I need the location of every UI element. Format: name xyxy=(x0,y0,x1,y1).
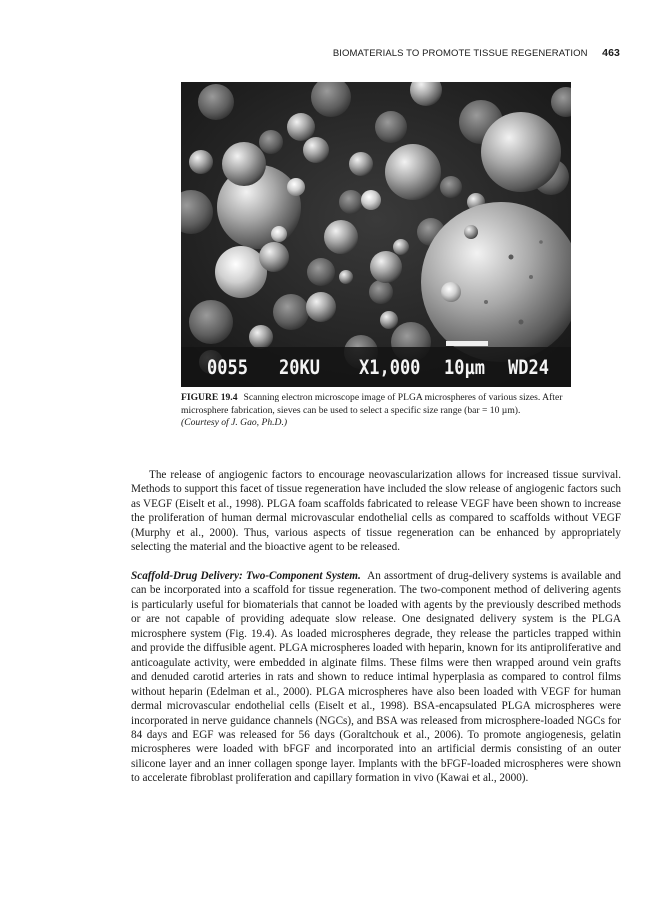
sem-voltage: 20KU xyxy=(279,356,320,380)
sem-micrograph xyxy=(181,82,571,387)
run-in-heading: Scaffold-Drug Delivery: Two-Component System. xyxy=(131,570,361,582)
sem-magnification: X1,000 xyxy=(359,356,421,380)
running-head xyxy=(0,47,620,59)
paragraph-angiogenic-release xyxy=(131,468,621,555)
paragraph-two-component-system xyxy=(131,569,621,786)
figure-courtesy: (Courtesy of J. Gao, Ph.D.) xyxy=(181,417,288,429)
paragraph-text: An assortment of drug-delivery systems is available and can be incorporated into a scaffold for tissue regeneration. The two-component method of delivering agents is particularly useful for biomaterials that cannot be loaded with agents by the previously described methods or are not capable of providing adequate slow release. One designated delivery system is the PLGA microsphere system (Fig. 19.4). As loaded microspheres degrade, they release the particles trapped within and provide the diffusible agent. PLGA microspheres loaded with heparin, known for its antiproliferative and anticoagulate activity, were embedded in alginate films. These films were then wrapped around vein grafts and denuded carotid arteries in rats and shown to reduce intimal hyperplasia as compared to control films without heparin (Edelman et al., 2000). PLGA microspheres have also been loaded with VEGF for human dermal microvascular endothelial cells (Eiselt et al., 1998). BSA-encapsulated PLGA microspheres were incorporated in nerve guidance channels (NGCs), and BSA was released from microsphere-loaded NGCs for 84 days and EGF was released for 56 days (Goraltchouk et al., 2006). To promote angiogenesis, gelatin microspheres were loaded with bFGF and incorporated into an artificial dermis consisting of an outer silicone layer and an inner collagen sponge layer. Implants with the bFGF-loaded microspheres were shown to accelerate fibroblast proliferation and capillary formation in vivo (Kawai et al., 2000). xyxy=(131,570,621,785)
running-title: BIOMATERIALS TO PROMOTE TISSUE REGENERATION xyxy=(332,48,588,59)
paragraph-text: The release of angiogenic factors to encourage neovascularization allows for increased tissue survival. Methods to support this facet of tissue regeneration have included the slow release of angiogenic factors such as VEGF (Eiselt et al., 1998). PLGA foam scaffolds fabricated to release VEGF have been shown to increase the proliferation of human dermal microvascular endothelial cells as compared to scaffolds without VEGF (Murphy et al., 2000). Thus, various aspects of tissue regeneration can be enhanced by appropriately selecting the material and the bioactive agent to be released. xyxy=(131,469,621,554)
sem-scale: 10µm xyxy=(444,356,485,380)
caption-text: Scanning electron microscope image of PLGA microspheres of various sizes. After microsphere fabrication, sieves can be used to select a specific size range (bar = 10 µm). xyxy=(181,392,563,416)
figure-label: FIGURE 19.4 xyxy=(181,392,238,403)
figure-caption xyxy=(181,392,601,430)
microsphere-image xyxy=(181,82,571,387)
sem-image-id: 0055 xyxy=(207,356,248,380)
page-number: 463 xyxy=(602,47,620,59)
sem-working-distance: WD24 xyxy=(508,356,549,380)
scale-bar xyxy=(446,341,488,346)
